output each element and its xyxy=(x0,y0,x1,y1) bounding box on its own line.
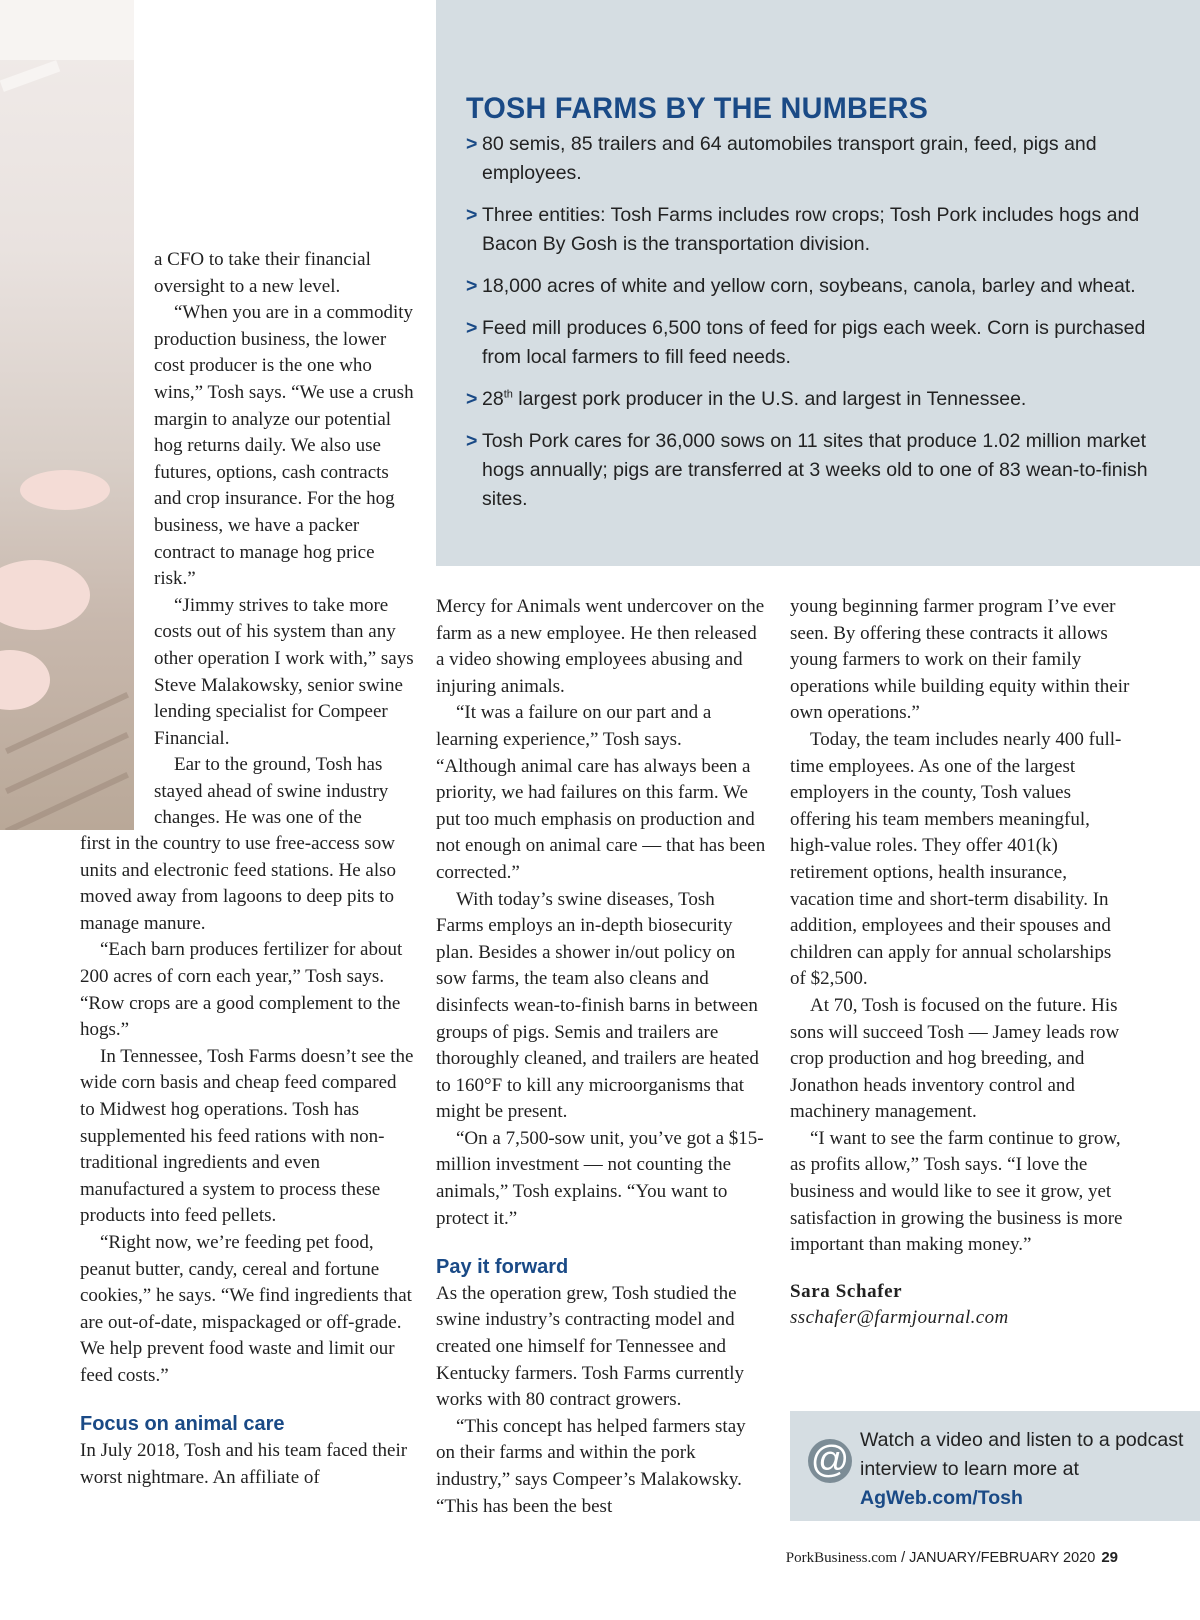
paragraph: “When you are in a commodity production business, the lower cost producer is the one who wins,” Tosh says. “We use a crush margin to analyze our potential hog returns daily. We also use futures, options, cash contracts and crop insurance. For the hog business, we have a packer contract to manage hog price risk.” xyxy=(154,302,414,590)
article-column-2 xyxy=(436,594,766,1520)
photo-pig xyxy=(0,560,90,630)
callout-text: Watch a video and listen to a podcast interview to learn more at AgWeb.com/Tosh xyxy=(860,1429,1184,1509)
footer-site: PorkBusiness.com xyxy=(785,1550,898,1566)
byline xyxy=(790,1279,1130,1332)
sidebar-title: TOSH FARMS BY THE NUMBERS xyxy=(466,92,929,125)
paragraph: In July 2018, Tosh and his team faced their worst nightmare. An affiliate of xyxy=(80,1440,408,1488)
article-column-3 xyxy=(790,594,1130,1332)
author-name: Sara Schafer xyxy=(790,1280,903,1302)
section-heading: Focus on animal care xyxy=(80,1413,285,1436)
photo-pig xyxy=(0,650,50,710)
paragraph: Mercy for Animals went undercover on the farm as a new employee. He then released a video showing employees abusing and injuring animals. xyxy=(436,596,765,697)
sidebar-item: > Tosh Pork cares for 36,000 sows on 11 sites that produce 1.02 million market hogs annually; pigs are transferred at 3 weeks old to one of 83 wean-to-finish sites. xyxy=(466,427,1166,514)
paragraph: Today, the team includes nearly 400 full-time employees. As one of the largest employers in the county, Tosh values offering his team members meaningful, high-value roles. They offer 401(k) retirement options, health insurance, vacation time and short-term disability. In addition, employees and their spouses and children can apply for annual scholarships of $2,500. xyxy=(790,728,1122,990)
article-column-1-bottom xyxy=(80,831,416,1491)
paragraph: “Each barn produces fertilizer for about 200 acres of corn each year,” Tosh says. “Row crops are a good complement to the hogs.” xyxy=(80,939,403,1041)
bullet-icon: > xyxy=(466,133,478,155)
paragraph: “This concept has helped farmers stay on their farms and within the pork industry,” says Compeer’s Malakowsky. “This has been the best xyxy=(436,1415,746,1517)
article-column-1-top xyxy=(154,247,416,832)
paragraph: first in the country to use free-access sow units and electronic feed stations. He also moved away from lagoons to deep pits to manage manure. xyxy=(80,833,397,934)
at-sign-icon: @ xyxy=(808,1439,852,1483)
paragraph: a CFO to take their financial oversight to a new level. xyxy=(154,249,371,297)
paragraph: “I want to see the farm continue to grow, as profits allow,” Tosh says. “I love the business and would like to see it grow, yet satisfaction in growing the business is more important than making money.” xyxy=(790,1127,1123,1256)
paragraph: With today’s swine diseases, Tosh Farms employs an in-depth biosecurity plan. Besides a shower in/out policy on sow farms, the team also cleans and disinfects wean-to-finish barns in between groups of pigs. Semis and trailers are thoroughly cleaned, and trailers are heated to 160°F to kill any microorganisms that might be present. xyxy=(436,888,759,1123)
sidebar-item: > Three entities: Tosh Farms includes row crops; Tosh Pork includes hogs and Bacon By Gosh is the transportation division. xyxy=(466,201,1166,259)
bullet-icon: > xyxy=(466,204,478,226)
footer-issue: JANUARY/FEBRUARY 2020 xyxy=(909,1550,1096,1566)
paragraph: In Tennessee, Tosh Farms doesn’t see the wide corn basis and cheap feed compared to Midwest hog operations. Tosh has supplemented his feed rations with non-traditional ingredients and even manufactured a system to process these products into feed pellets. xyxy=(80,1045,414,1227)
bullet-icon: > xyxy=(466,317,478,339)
paragraph: “On a 7,500-sow unit, you’ve got a $15-million investment — not counting the animals,” Tosh explains. “You want to protect it.” xyxy=(436,1127,764,1229)
sidebar-item: > 18,000 acres of white and yellow corn, soybeans, canola, barley and wheat. xyxy=(466,272,1166,301)
author-email[interactable]: sschafer@farmjournal.com xyxy=(790,1307,1009,1329)
sidebar-item: > Feed mill produces 6,500 tons of feed for pigs each week. Corn is purchased from local farmers to fill feed needs. xyxy=(466,314,1166,372)
numbers-sidebar xyxy=(436,0,1200,566)
photo-ceiling xyxy=(0,0,134,60)
paragraph: Ear to the ground, Tosh has stayed ahead of swine industry changes. He was one of the xyxy=(154,754,389,829)
sidebar-list xyxy=(466,130,1166,527)
sidebar-item: > 28th largest pork producer in the U.S. and largest in Tennessee. xyxy=(466,385,1166,414)
video-callout xyxy=(790,1411,1200,1521)
paragraph: At 70, Tosh is focused on the future. His sons will succeed Tosh — Jamey leads row crop production and hog breeding, and Jonathon heads inventory control and machinery management. xyxy=(790,994,1120,1123)
bullet-icon: > xyxy=(466,430,478,452)
paragraph: “Right now, we’re feeding pet food, peanut butter, candy, cereal and fortune cookies,” he says. “We find ingredients that are out-of-date, mispackaged or off-grade. We help prevent food waste and limit our feed costs.” xyxy=(80,1231,412,1386)
paragraph: young beginning farmer program I’ve ever seen. By offering these contracts it allows young farmers to work on their family operations while building equity within their own operations.” xyxy=(790,596,1130,724)
pig-barn-photo xyxy=(0,0,134,830)
sidebar-item: > 80 semis, 85 trailers and 64 automobiles transport grain, feed, pigs and employees. xyxy=(466,130,1166,188)
bullet-icon: > xyxy=(466,388,478,410)
page-number: 29 xyxy=(1101,1549,1118,1566)
paragraph: As the operation grew, Tosh studied the swine industry’s contracting model and created one himself for Tennessee and Kentucky farmers. Tosh Farms currently works with 80 contract growers. xyxy=(436,1282,745,1411)
paragraph: “Jimmy strives to take more costs out of his system than any other operation I work with,” says Steve Malakowsky, senior swine lending specialist for Compeer Financial. xyxy=(154,594,414,749)
photo-beam xyxy=(0,60,60,92)
photo-pig xyxy=(20,470,110,510)
bullet-icon: > xyxy=(466,275,478,297)
agweb-link[interactable]: AgWeb.com/Tosh xyxy=(860,1487,1023,1509)
page-footer: PorkBusiness.com / JANUARY/FEBRUARY 2020 29 xyxy=(785,1549,1118,1566)
paragraph: “It was a failure on our part and a learning experience,” Tosh says. “Although animal care has always been a priority, we had failures on this farm. We put too much emphasis on production and not enough on animal care — that has been corrected.” xyxy=(436,702,766,883)
section-heading: Pay it forward xyxy=(436,1256,569,1279)
